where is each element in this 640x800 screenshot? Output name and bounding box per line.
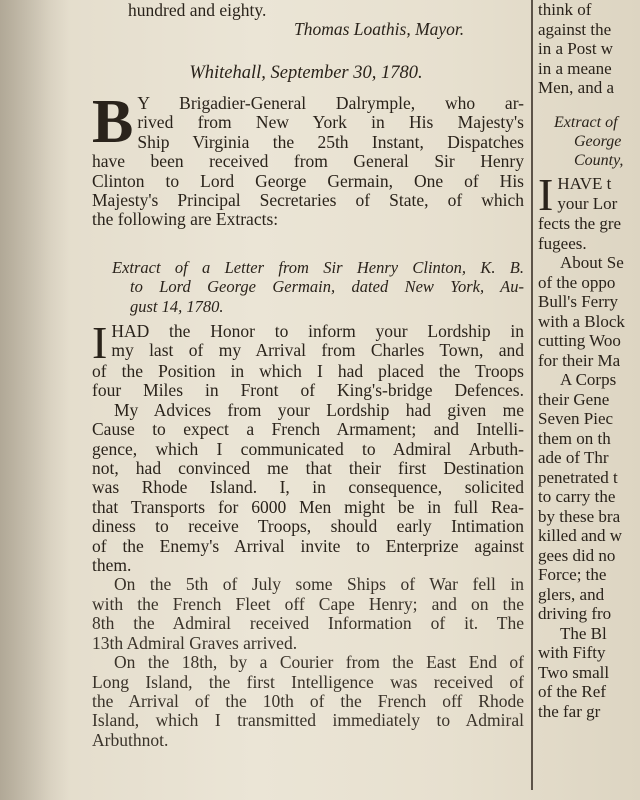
right-line: their Gene: [538, 389, 610, 409]
right-line: glers, and: [538, 584, 605, 604]
right-line: Men, and a: [538, 78, 615, 97]
letter-line: Long Island, the first Intelligence was received of: [92, 671, 524, 692]
letter-line: was Rhode Island. I, in consequence, solicited: [92, 477, 524, 498]
right-extract-line: George: [574, 133, 622, 150]
right-line: About Se: [560, 253, 624, 272]
intro-line: Majesty's Principal Secretaries of State, of which: [92, 190, 524, 211]
intro-line: Ship Virginia the 25th Instant, Dispatches: [137, 131, 524, 152]
right-line: with Fifty: [538, 643, 606, 662]
right-line: by these bra: [538, 506, 621, 526]
right-line: your Lor: [557, 193, 618, 213]
letter-line: gence, which I communicated to Admiral Arbuth-: [92, 438, 524, 459]
right-line: in a Post w: [538, 39, 614, 58]
intro-paragraph: [92, 88, 524, 230]
right-line: the far gr: [538, 701, 601, 721]
right-line: HAVE t: [557, 174, 612, 193]
right-line: cutting Woo: [538, 331, 621, 350]
letter-line: the Arrival of the 10th of the French off Rhode: [92, 690, 524, 711]
right-line: Two small: [538, 662, 610, 682]
letter-line: of the Enemy's Arrival invite to Enterprize against: [92, 535, 524, 556]
letter-line: 8th the Admiral received Information of it. The: [92, 613, 524, 634]
intro-line: the following are Extracts:: [92, 209, 279, 230]
letter-line: On the 5th of July some Ships of War fell in: [114, 574, 524, 595]
letter-line: them.: [92, 555, 132, 576]
letter-line: On the 18th, by a Courier from the East End of: [114, 652, 524, 673]
intro-line: have been received from General Sir Henry: [92, 151, 524, 172]
right-line: for their Ma: [538, 350, 621, 370]
intro-line: rived from New York in His Majesty's: [137, 112, 524, 133]
right-body: [538, 169, 640, 721]
right-column: [534, 0, 640, 800]
right-line: Bull's Ferry: [538, 292, 619, 311]
extract-heading: [112, 258, 524, 316]
letter-line: of the Position in which I had placed the Troops: [92, 361, 524, 381]
intro-line: Y Brigadier-General Dalrymple, who ar-: [137, 93, 524, 113]
dropcap-b: B: [92, 88, 134, 156]
right-line: them on th: [538, 428, 611, 448]
letter-line: diness to receive Troops, should early Intimation: [92, 516, 524, 537]
right-line: fects the gre: [538, 214, 622, 233]
right-line: driving fro: [538, 604, 612, 623]
dateline: Whitehall, September 30, 1780.: [189, 63, 423, 83]
right-line: to carry the: [538, 487, 616, 506]
dropcap-i: I: [92, 317, 108, 368]
letter-line: Island, which I transmitted immediately to Admiral: [92, 710, 524, 731]
letter-line: my last of my Arrival from Charles Town, and: [111, 340, 524, 361]
right-line: think of: [538, 0, 592, 19]
right-line: gees did no: [538, 545, 616, 565]
letter-line: four Miles in Front of King's-bridge Defences.: [92, 380, 524, 401]
extract-heading-line: to Lord George Germain, dated New York, Au-: [130, 277, 524, 297]
right-line: Seven Piec: [538, 409, 614, 428]
letter-line: not, had convinced me that their first Destination: [92, 458, 524, 479]
right-dropcap-i: I: [538, 169, 554, 220]
right-top-block: [538, 0, 614, 98]
right-line: of the Ref: [538, 682, 606, 701]
right-line: A Corps: [560, 370, 617, 389]
right-line: Force; the: [538, 565, 607, 584]
right-line: in a meane: [538, 58, 612, 78]
right-extract-line: Extract of: [554, 114, 618, 131]
intro-line: Clinton to Lord George Germain, One of His: [92, 170, 524, 191]
right-line: against the: [538, 19, 612, 39]
right-line: fugees.: [538, 233, 587, 253]
right-extract-line: County,: [574, 152, 624, 169]
right-line: ade of Thr: [538, 448, 609, 467]
letter-line: HAD the Honor to inform your Lordship in: [111, 321, 524, 341]
right-line: The Bl: [560, 623, 607, 643]
right-line: penetrated t: [538, 467, 618, 487]
letter-line: that Transports for 6000 Men might be in full Rea-: [92, 496, 524, 517]
main-column: [88, 0, 524, 800]
extract-heading-line: Extract of a Letter from Sir Henry Clinton, K. B.: [112, 258, 524, 277]
letter-line: Arbuthnot.: [92, 729, 169, 750]
mayor-signature: Thomas Loathis, Mayor.: [294, 19, 465, 40]
column-rule: [531, 0, 533, 790]
letter-body: [92, 317, 524, 750]
extract-heading-line: gust 14, 1780.: [130, 296, 224, 316]
letter-line: 13th Admiral Graves arrived.: [92, 632, 298, 653]
right-extract-heading: [554, 113, 623, 170]
right-line: of the oppo: [538, 272, 616, 292]
top-line: hundred and eighty.: [128, 0, 267, 20]
top-fragment: [128, 1, 524, 40]
letter-line: with the French Fleet off Cape Henry; and on the: [92, 593, 524, 614]
right-line: with a Block: [538, 311, 625, 331]
page-fold-shadow: [0, 0, 70, 800]
letter-line: My Advices from your Lordship had given me: [114, 399, 524, 420]
letter-line: Cause to expect a French Armament; and Intelli-: [92, 419, 524, 440]
right-line: killed and w: [538, 526, 623, 545]
